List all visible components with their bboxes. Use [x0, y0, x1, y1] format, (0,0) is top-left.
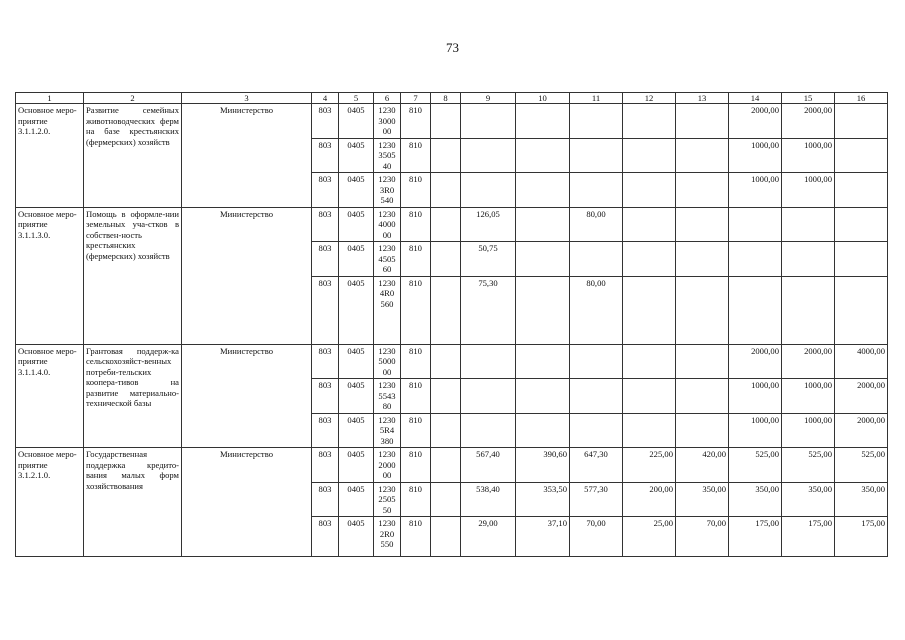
- amount-cell-c10: 37,10: [516, 517, 570, 557]
- amount-cell-c11: [570, 344, 623, 378]
- amount-cell-c14: 1000,00: [729, 413, 782, 447]
- responsible-executor: Министерство: [182, 207, 312, 344]
- code-cell-c7: 810: [401, 344, 431, 378]
- amount-cell-c14: 1000,00: [729, 173, 782, 207]
- amount-cell-c9: [461, 104, 516, 138]
- code-cell-c8: [431, 104, 461, 138]
- column-header-5: 5: [339, 93, 374, 104]
- code-cell-c8: [431, 413, 461, 447]
- amount-cell-c16: [835, 173, 888, 207]
- code-cell-c5: 0405: [339, 448, 374, 482]
- responsible-executor: Министерство: [182, 104, 312, 207]
- code-cell-c5: 0405: [339, 379, 374, 413]
- amount-cell-c9: [461, 138, 516, 172]
- code-cell-c6: 1230 3000 00: [374, 104, 401, 138]
- code-cell-c5: 0405: [339, 104, 374, 138]
- code-cell-c4: 803: [312, 344, 339, 378]
- amount-cell-c16: 2000,00: [835, 413, 888, 447]
- amount-cell-c11: 80,00: [570, 207, 623, 241]
- code-cell-c5: 0405: [339, 242, 374, 276]
- code-cell-c8: [431, 173, 461, 207]
- amount-cell-c14: 2000,00: [729, 104, 782, 138]
- code-cell-c4: 803: [312, 379, 339, 413]
- amount-cell-c14: 2000,00: [729, 344, 782, 378]
- code-cell-c5: 0405: [339, 138, 374, 172]
- amount-cell-c10: [516, 138, 570, 172]
- amount-cell-c12: [623, 138, 676, 172]
- amount-cell-c10: [516, 173, 570, 207]
- event-name: Основное меро-приятие 3.1.1.4.0.: [16, 344, 84, 447]
- amount-cell-c12: [623, 413, 676, 447]
- amount-cell-c11: [570, 413, 623, 447]
- amount-cell-c12: 25,00: [623, 517, 676, 557]
- amount-cell-c10: [516, 104, 570, 138]
- code-cell-c7: 810: [401, 448, 431, 482]
- amount-cell-c15: 1000,00: [782, 413, 835, 447]
- responsible-executor: Министерство: [182, 448, 312, 557]
- code-cell-c6: 1230 5R4 380: [374, 413, 401, 447]
- code-cell-c6: 1230 3R0 540: [374, 173, 401, 207]
- amount-cell-c9: 75,30: [461, 276, 516, 344]
- amount-cell-c10: [516, 276, 570, 344]
- code-cell-c6: 1230 5543 80: [374, 379, 401, 413]
- amount-cell-c14: [729, 207, 782, 241]
- amount-cell-c13: [676, 413, 729, 447]
- amount-cell-c13: [676, 242, 729, 276]
- amount-cell-c16: 175,00: [835, 517, 888, 557]
- amount-cell-c15: 1000,00: [782, 138, 835, 172]
- amount-cell-c13: 70,00: [676, 517, 729, 557]
- amount-cell-c13: [676, 173, 729, 207]
- budget-table: [15, 92, 888, 557]
- event-description: Грантовая поддерж-ка сельскохозяйст-венных потреби-тельских коопера-тивов на развитие материально-технической базы: [84, 344, 182, 447]
- code-cell-c6: 1230 4R0 560: [374, 276, 401, 344]
- column-header-8: 8: [431, 93, 461, 104]
- responsible-executor: Министерство: [182, 344, 312, 447]
- amount-cell-c14: [729, 276, 782, 344]
- amount-cell-c13: [676, 276, 729, 344]
- amount-cell-c11: [570, 104, 623, 138]
- code-cell-c5: 0405: [339, 517, 374, 557]
- code-cell-c7: 810: [401, 242, 431, 276]
- amount-cell-c13: 420,00: [676, 448, 729, 482]
- column-header-14: 14: [729, 93, 782, 104]
- amount-cell-c15: 2000,00: [782, 104, 835, 138]
- code-cell-c4: 803: [312, 482, 339, 516]
- table-row: [16, 344, 888, 378]
- column-header-10: 10: [516, 93, 570, 104]
- amount-cell-c11: [570, 242, 623, 276]
- amount-cell-c11: 80,00: [570, 276, 623, 344]
- amount-cell-c14: 1000,00: [729, 379, 782, 413]
- amount-cell-c10: [516, 413, 570, 447]
- table-row: [16, 104, 888, 138]
- amount-cell-c12: [623, 242, 676, 276]
- code-cell-c4: 803: [312, 413, 339, 447]
- column-header-7: 7: [401, 93, 431, 104]
- amount-cell-c16: 525,00: [835, 448, 888, 482]
- amount-cell-c9: 29,00: [461, 517, 516, 557]
- column-header-15: 15: [782, 93, 835, 104]
- page-number: 73: [446, 40, 459, 55]
- code-cell-c4: 803: [312, 448, 339, 482]
- amount-cell-c10: 390,60: [516, 448, 570, 482]
- amount-cell-c10: 353,50: [516, 482, 570, 516]
- code-cell-c5: 0405: [339, 344, 374, 378]
- column-header-13: 13: [676, 93, 729, 104]
- column-header-2: 2: [84, 93, 182, 104]
- amount-cell-c13: [676, 104, 729, 138]
- amount-cell-c11: [570, 138, 623, 172]
- code-cell-c6: 1230 2000 00: [374, 448, 401, 482]
- code-cell-c8: [431, 276, 461, 344]
- code-cell-c8: [431, 482, 461, 516]
- code-cell-c7: 810: [401, 173, 431, 207]
- code-cell-c8: [431, 207, 461, 241]
- amount-cell-c12: [623, 344, 676, 378]
- amount-cell-c11: [570, 173, 623, 207]
- column-header-16: 16: [835, 93, 888, 104]
- code-cell-c6: 1230 5000 00: [374, 344, 401, 378]
- code-cell-c7: 810: [401, 379, 431, 413]
- column-header-1: 1: [16, 93, 84, 104]
- event-name: Основное меро-приятие 3.1.1.3.0.: [16, 207, 84, 344]
- amount-cell-c12: [623, 276, 676, 344]
- amount-cell-c11: [570, 379, 623, 413]
- code-cell-c7: 810: [401, 207, 431, 241]
- amount-cell-c14: 350,00: [729, 482, 782, 516]
- code-cell-c6: 1230 4505 60: [374, 242, 401, 276]
- code-cell-c5: 0405: [339, 413, 374, 447]
- amount-cell-c15: [782, 207, 835, 241]
- amount-cell-c10: [516, 207, 570, 241]
- event-description: Помощь в оформле-нии земельных уча-стков в собствен-ность крестьянских (фермерских) хозяйств: [84, 207, 182, 344]
- code-cell-c7: 810: [401, 138, 431, 172]
- code-cell-c4: 803: [312, 276, 339, 344]
- code-cell-c5: 0405: [339, 276, 374, 344]
- amount-cell-c12: 200,00: [623, 482, 676, 516]
- amount-cell-c16: 2000,00: [835, 379, 888, 413]
- code-cell-c4: 803: [312, 517, 339, 557]
- column-header-6: 6: [374, 93, 401, 104]
- amount-cell-c9: [461, 379, 516, 413]
- code-cell-c6: 1230 4000 00: [374, 207, 401, 241]
- code-cell-c8: [431, 242, 461, 276]
- amount-cell-c16: [835, 207, 888, 241]
- amount-cell-c16: [835, 104, 888, 138]
- amount-cell-c12: [623, 173, 676, 207]
- amount-cell-c15: 1000,00: [782, 379, 835, 413]
- amount-cell-c13: [676, 379, 729, 413]
- amount-cell-c12: 225,00: [623, 448, 676, 482]
- code-cell-c6: 1230 2R0 550: [374, 517, 401, 557]
- column-header-4: 4: [312, 93, 339, 104]
- amount-cell-c12: [623, 207, 676, 241]
- amount-cell-c9: 126,05: [461, 207, 516, 241]
- code-cell-c6: 1230 2505 50: [374, 482, 401, 516]
- table-row: [16, 448, 888, 482]
- column-header-11: 11: [570, 93, 623, 104]
- amount-cell-c10: [516, 379, 570, 413]
- code-cell-c4: 803: [312, 138, 339, 172]
- amount-cell-c14: 1000,00: [729, 138, 782, 172]
- code-cell-c7: 810: [401, 276, 431, 344]
- code-cell-c8: [431, 448, 461, 482]
- amount-cell-c16: 4000,00: [835, 344, 888, 378]
- amount-cell-c9: [461, 413, 516, 447]
- amount-cell-c16: [835, 276, 888, 344]
- amount-cell-c11: 577,30: [570, 482, 623, 516]
- amount-cell-c11: 70,00: [570, 517, 623, 557]
- amount-cell-c14: [729, 242, 782, 276]
- amount-cell-c9: 538,40: [461, 482, 516, 516]
- table-row: [16, 207, 888, 241]
- amount-cell-c13: 350,00: [676, 482, 729, 516]
- amount-cell-c15: 525,00: [782, 448, 835, 482]
- amount-cell-c10: [516, 344, 570, 378]
- code-cell-c4: 803: [312, 173, 339, 207]
- code-cell-c8: [431, 517, 461, 557]
- code-cell-c4: 803: [312, 104, 339, 138]
- code-cell-c7: 810: [401, 104, 431, 138]
- amount-cell-c15: 175,00: [782, 517, 835, 557]
- amount-cell-c15: 2000,00: [782, 344, 835, 378]
- code-cell-c4: 803: [312, 207, 339, 241]
- amount-cell-c16: [835, 138, 888, 172]
- code-cell-c7: 810: [401, 482, 431, 516]
- code-cell-c4: 803: [312, 242, 339, 276]
- code-cell-c8: [431, 344, 461, 378]
- column-header-9: 9: [461, 93, 516, 104]
- event-description: Развитие семейных животноводческих ферм на базе крестьянских (фермерских) хозяйств: [84, 104, 182, 207]
- column-header-3: 3: [182, 93, 312, 104]
- amount-cell-c15: 350,00: [782, 482, 835, 516]
- table-body: [16, 93, 888, 557]
- amount-cell-c15: 1000,00: [782, 173, 835, 207]
- amount-cell-c13: [676, 138, 729, 172]
- code-cell-c8: [431, 138, 461, 172]
- code-cell-c5: 0405: [339, 482, 374, 516]
- amount-cell-c13: [676, 207, 729, 241]
- column-header-12: 12: [623, 93, 676, 104]
- amount-cell-c12: [623, 379, 676, 413]
- code-cell-c5: 0405: [339, 207, 374, 241]
- amount-cell-c15: [782, 242, 835, 276]
- amount-cell-c11: 647,30: [570, 448, 623, 482]
- amount-cell-c9: [461, 344, 516, 378]
- amount-cell-c14: 525,00: [729, 448, 782, 482]
- amount-cell-c13: [676, 344, 729, 378]
- amount-cell-c9: [461, 173, 516, 207]
- amount-cell-c9: 567,40: [461, 448, 516, 482]
- amount-cell-c9: 50,75: [461, 242, 516, 276]
- amount-cell-c14: 175,00: [729, 517, 782, 557]
- event-description: Государственная поддержка кредито-вания малых форм хозяйствования: [84, 448, 182, 557]
- amount-cell-c12: [623, 104, 676, 138]
- amount-cell-c16: [835, 242, 888, 276]
- code-cell-c6: 1230 3505 40: [374, 138, 401, 172]
- event-name: Основное меро-приятие 3.1.1.2.0.: [16, 104, 84, 207]
- code-cell-c8: [431, 379, 461, 413]
- code-cell-c7: 810: [401, 517, 431, 557]
- code-cell-c5: 0405: [339, 173, 374, 207]
- amount-cell-c10: [516, 242, 570, 276]
- amount-cell-c16: 350,00: [835, 482, 888, 516]
- header-row: [16, 93, 888, 104]
- code-cell-c7: 810: [401, 413, 431, 447]
- event-name: Основное меро-приятие 3.1.2.1.0.: [16, 448, 84, 557]
- amount-cell-c15: [782, 276, 835, 344]
